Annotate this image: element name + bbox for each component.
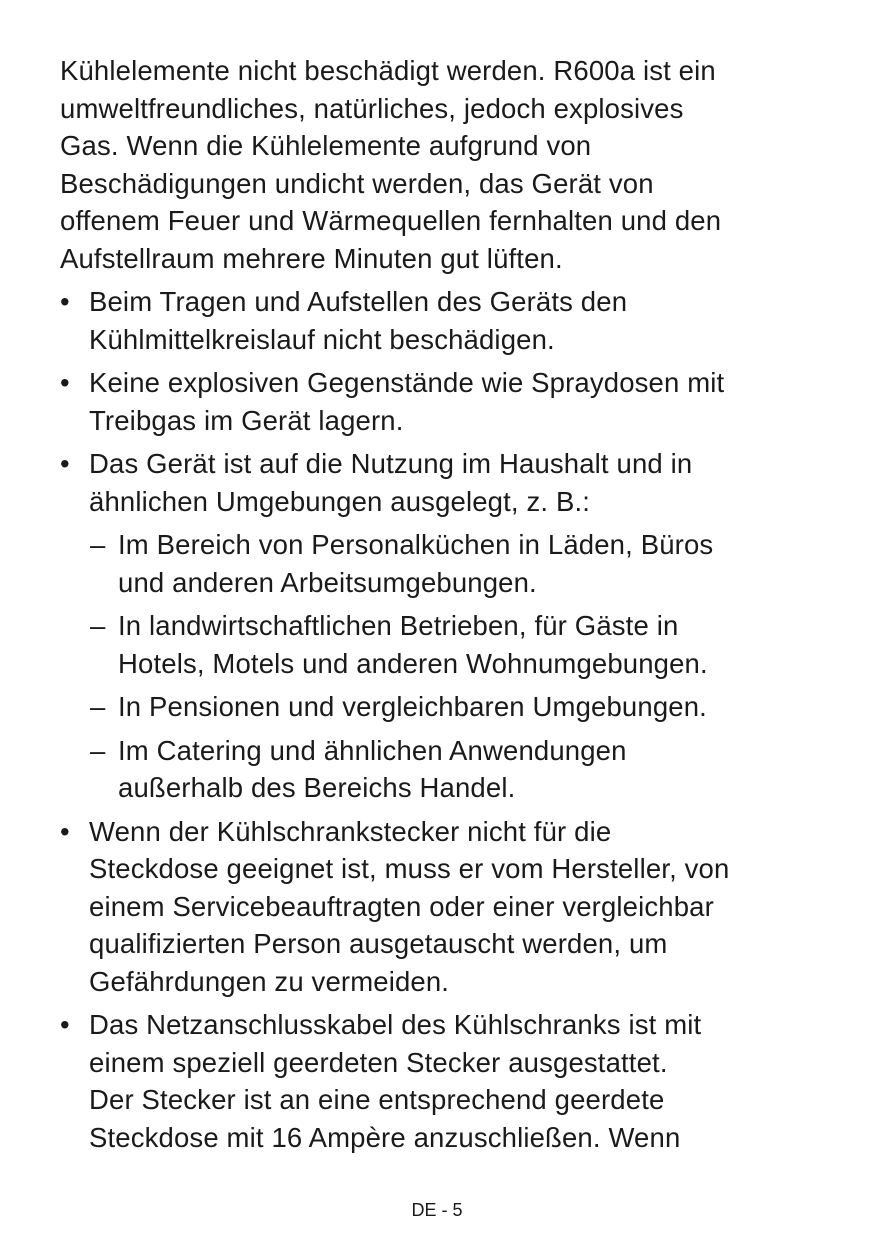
dash-marker: – bbox=[90, 610, 106, 641]
sub-item-farm-hotels bbox=[60, 607, 820, 682]
text-line: In Pensionen und vergleichbaren Umgebungen. bbox=[118, 691, 707, 722]
text-line: außerhalb des Bereichs Handel. bbox=[118, 772, 516, 803]
bullet-item-household-use bbox=[60, 445, 820, 520]
bullet-marker: • bbox=[60, 1009, 70, 1040]
text-line: Das Gerät ist auf die Nutzung im Haushalt und in bbox=[89, 448, 693, 479]
bullet-item-plug-replacement bbox=[60, 813, 820, 1001]
text-line: Im Bereich von Personalküchen in Läden, Büros bbox=[118, 529, 714, 560]
bullet-item-carry-install bbox=[60, 283, 820, 358]
bullet-marker: • bbox=[60, 286, 70, 317]
text-line: Der Stecker ist an eine entsprechend geerdete bbox=[89, 1084, 665, 1115]
text-line: Wenn der Kühlschrankstecker nicht für die bbox=[89, 815, 612, 847]
text-line: ähnlichen Umgebungen ausgelegt, z. B.: bbox=[89, 485, 591, 517]
text-line: Beim Tragen und Aufstellen des Geräts den bbox=[89, 286, 628, 317]
dash-marker: – bbox=[90, 691, 106, 722]
text-line: Im Catering und ähnlichen Anwendungen bbox=[118, 734, 627, 766]
text-line: Keine explosiven Gegenstände wie Spraydosen mit bbox=[89, 367, 725, 398]
text-line: Kühlelemente nicht beschädigt werden. R600a ist ein bbox=[60, 55, 716, 86]
bullet-marker: • bbox=[60, 448, 70, 479]
bullet-item-power-cable bbox=[60, 1006, 820, 1156]
bullet-marker: • bbox=[60, 367, 70, 398]
text-line: In landwirtschaftlichen Betrieben, für Gäste in bbox=[118, 610, 679, 641]
intro-paragraph bbox=[60, 52, 820, 277]
page-number: DE - 5 bbox=[411, 1200, 463, 1220]
sub-item-catering bbox=[60, 732, 820, 807]
text-line: Treibgas im Gerät lagern. bbox=[89, 404, 404, 436]
text-line: einem speziell geerdeten Stecker ausgestattet. bbox=[89, 1046, 668, 1078]
sub-item-pensions bbox=[60, 688, 820, 726]
bullet-marker: • bbox=[60, 815, 70, 847]
text-line: Hotels, Motels und anderen Wohnumgebungen. bbox=[118, 647, 708, 679]
text-line: Gas. Wenn die Kühlelemente aufgrund von bbox=[60, 130, 592, 161]
text-line: Gefährdungen zu vermeiden. bbox=[89, 965, 450, 997]
text-line: und anderen Arbeitsumgebungen. bbox=[118, 566, 537, 598]
text-line: Das Netzanschlusskabel des Kühlschranks ist mit bbox=[89, 1009, 702, 1040]
text-line: qualifizierten Person ausgetauscht werden, um bbox=[89, 928, 668, 959]
text-line: Aufstellraum mehrere Minuten gut lüften. bbox=[60, 242, 563, 274]
text-line: Steckdose geeignet ist, muss er vom Hersteller, von bbox=[89, 853, 730, 884]
text-line: umweltfreundliches, natürliches, jedoch explosives bbox=[60, 92, 684, 124]
bullet-item-no-explosives bbox=[60, 364, 820, 439]
text-line: Kühlmittelkreislauf nicht beschädigen. bbox=[89, 323, 555, 355]
text-line: Steckdose mit 16 Ampère anzuschließen. Wenn bbox=[89, 1121, 681, 1153]
text-line: Beschädigungen undicht werden, das Gerät von bbox=[60, 167, 654, 199]
sub-item-staff-kitchens bbox=[60, 526, 820, 601]
text-line: offenem Feuer und Wärmequellen fernhalten und den bbox=[60, 205, 722, 236]
document-page bbox=[60, 52, 820, 1156]
text-line: einem Servicebeauftragten oder einer vergleichbar bbox=[89, 890, 714, 922]
dash-marker: – bbox=[90, 734, 106, 766]
dash-marker: – bbox=[90, 529, 106, 560]
